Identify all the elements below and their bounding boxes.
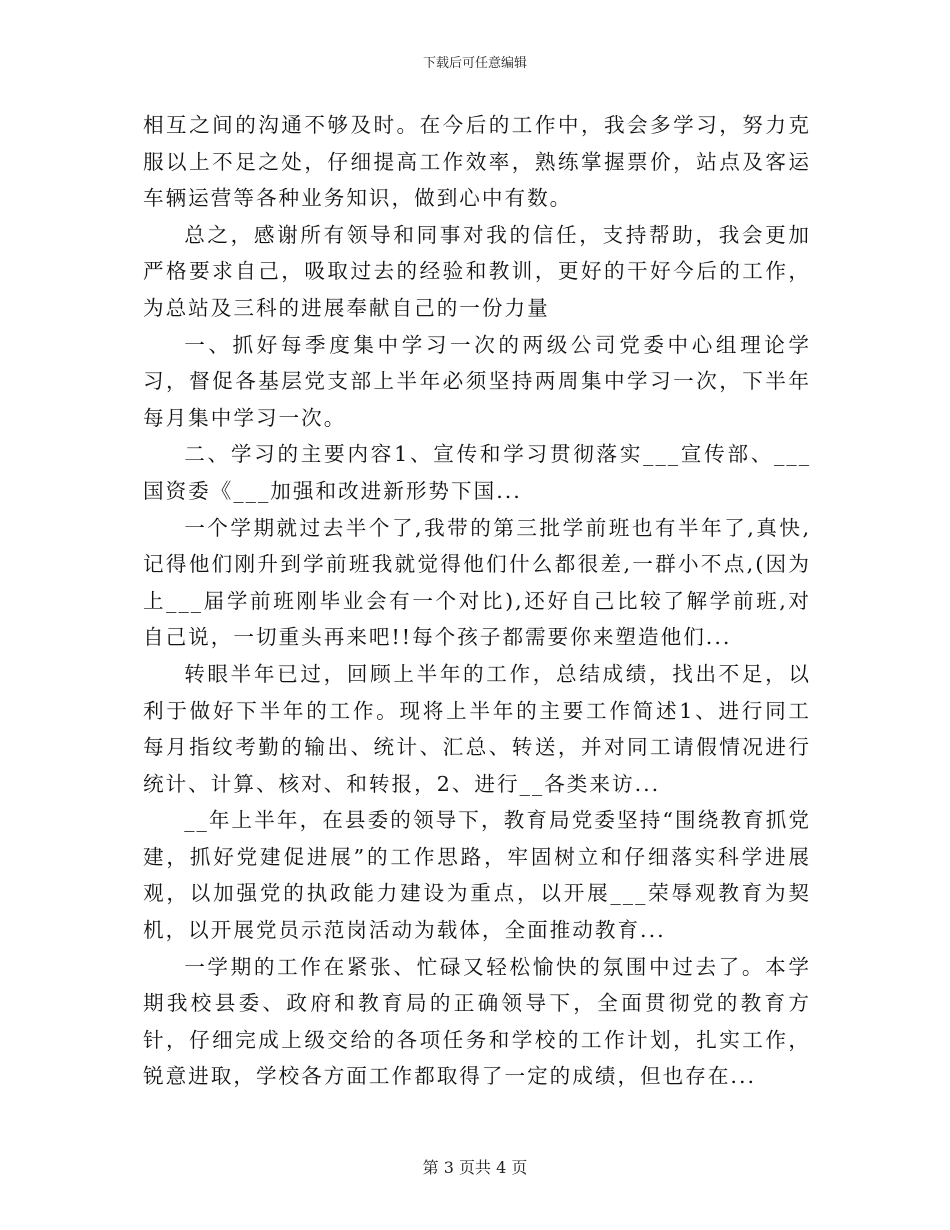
page-header: 下载后可任意编辑: [422, 56, 527, 71]
paragraph-4: 二、学习的主要内容1、宣传和学习贯彻落实___宣传部、___国资委《___加强和改进新形势下国...: [143, 442, 811, 503]
paragraph-5: 一个学期就过去半个了,我带的第三批学前班也有半年了,真快,记得他们刚升到学前班我就觉得他们什么都很差,一群小不点,(因为上___届学前班刚毕业会有一个对比),还好自己比较了解学前班,对自己说，一切重头再来吧!!每个孩子都需要你来塑造他们...: [143, 515, 811, 650]
document-body: [143, 107, 811, 1095]
paragraph-7: __年上半年，在县委的领导下，教育局党委坚持“围绕教育抓党建，抓好党建促进展”的工作思路，牢固树立和仔细落实科学进展观，以加强党的执政能力建设为重点，以开展___荣辱观教育为契机，以开展党员示范岗活动为载体，全面推动教育...: [143, 808, 811, 943]
paragraph-6: 转眼半年已过，回顾上半年的工作，总结成绩，找出不足，以利于做好下半年的工作。现将上半年的主要工作简述1、进行同工每月指纹考勤的输出、统计、汇总、转送，并对同工请假情况进行统计、计算、核对、和转报，2、进行__各类来访...: [143, 661, 811, 796]
page-footer: 第 3 页共 4 页: [422, 1158, 528, 1177]
paragraph-3: 一、抓好每季度集中学习一次的两级公司党委中心组理论学习，督促各基层党支部上半年必须坚持两周集中学习一次，下半年每月集中学习一次。: [143, 332, 811, 430]
paragraph-1: 相互之间的沟通不够及时。在今后的工作中，我会多学习，努力克服以上不足之处，仔细提高工作效率，熟练掌握票价，站点及客运车辆运营等各种业务知识，做到心中有数。: [143, 113, 811, 211]
paragraph-8: 一学期的工作在紧张、忙碌又轻松愉快的氛围中过去了。本学期我校县委、政府和教育局的正确领导下，全面贯彻党的教育方针，仔细完成上级交给的各项任务和学校的工作计划，扎实工作，锐意进取，学校各方面工作都取得了一定的成绩，但也存在...: [143, 954, 811, 1089]
paragraph-2: 总之，感谢所有领导和同事对我的信任，支持帮助，我会更加严格要求自己，吸取过去的经验和教训，更好的干好今后的工作，为总站及三科的进展奉献自己的一份力量: [143, 222, 811, 320]
